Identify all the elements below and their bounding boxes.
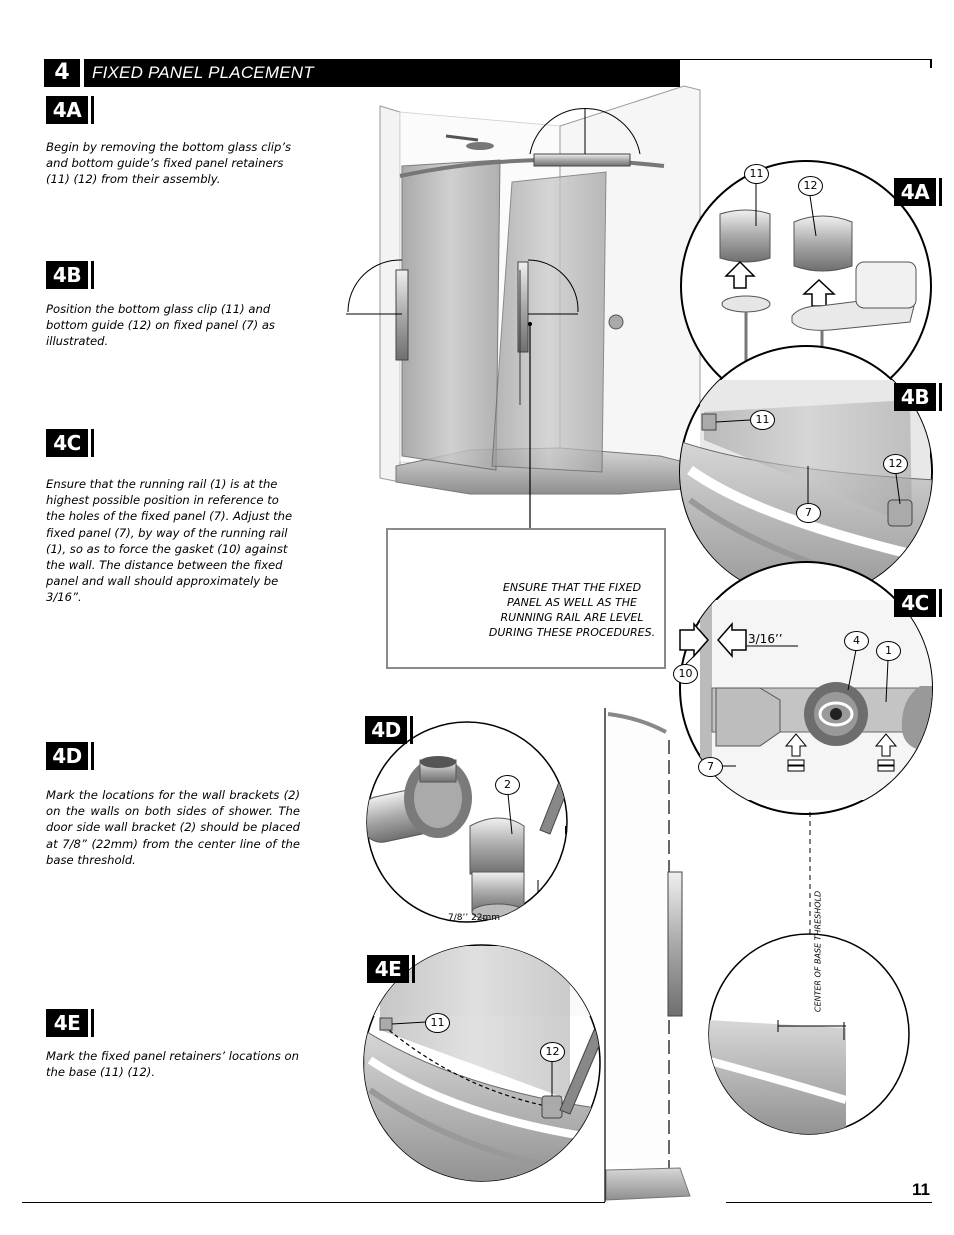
callout-part-11: 11 [744, 164, 769, 184]
step-text-4d: Mark the locations for the wall brackets (2) on the walls on both sides of shower. The door side wall bracket (2) should be placed at 7/8” (22mm) from the center line of the base threshold. [46, 788, 300, 867]
callout-part-11: 11 [425, 1013, 450, 1033]
shower-overview [346, 86, 700, 528]
warning-text: ENSURE THAT THE FIXED PANEL AS WELL AS THE RUNNING RAIL ARE LEVEL DURING THESE PROCEDURES. [488, 581, 656, 639]
step-label-4a: 4A [46, 96, 88, 124]
center-line-label: CENTER OF BASE THRESHOLD [813, 890, 823, 1013]
step-label-4c: 4C [46, 429, 88, 457]
callout-part-4: 4 [844, 631, 869, 651]
diagram-label-4b: 4B [894, 383, 936, 411]
step-label-4d: 4D [46, 742, 88, 770]
step-text-4b: Position the bottom glass clip (11) and bottom guide (12) on fixed panel (7) as illustrated. [46, 302, 275, 349]
step-text-4e: Mark the fixed panel retainers’ locations on the base (11) (12). [46, 1049, 299, 1080]
callout-part-12: 12 [540, 1042, 565, 1062]
callout-part-10: 10 [673, 664, 698, 684]
diagram-label-4e: 4E [367, 955, 409, 983]
step-label-4e: 4E [46, 1009, 88, 1037]
section-number: 4 [44, 59, 80, 87]
footer-rule-left [22, 1202, 605, 1203]
detail-circle-center [706, 934, 909, 1140]
callout-part-2: 2 [495, 775, 520, 795]
callout-part-7: 7 [698, 757, 723, 777]
callout-part-11: 11 [750, 410, 775, 430]
gap-measure-label: 3/16’’ [748, 632, 783, 646]
step-text-4c: Ensure that the running rail (1) is at the highest possible position in reference to the holes of the fixed panel (7). Adjust the fixed panel (7), by way of the running rail (1), so as to force the gasket (10) against the wall. The distance between the fixed panel and wall should approximately be 3/16”. [46, 477, 293, 605]
callout-part-7: 7 [796, 503, 821, 523]
callout-part-12: 12 [883, 454, 908, 474]
bracket-measure-label: 7/8’’ 22mm [448, 913, 501, 923]
section-title: FIXED PANEL PLACEMENT [92, 63, 314, 82]
footer-rule-right [726, 1202, 932, 1203]
detail-circle-4d [357, 722, 584, 922]
step-text-4a: Begin by removing the bottom glass clip’s and bottom guide’s fixed panel retainers (11) (12) from their assembly. [46, 140, 292, 187]
wall-section [605, 708, 690, 1202]
diagram-label-4a: 4A [894, 178, 936, 206]
step-label-4b: 4B [46, 261, 88, 289]
diagram-label-4c: 4C [894, 589, 936, 617]
page-number: 11 [912, 1180, 930, 1199]
callout-part-12: 12 [798, 176, 823, 196]
diagram-label-4d: 4D [365, 716, 407, 744]
callout-part-1: 1 [876, 641, 901, 661]
